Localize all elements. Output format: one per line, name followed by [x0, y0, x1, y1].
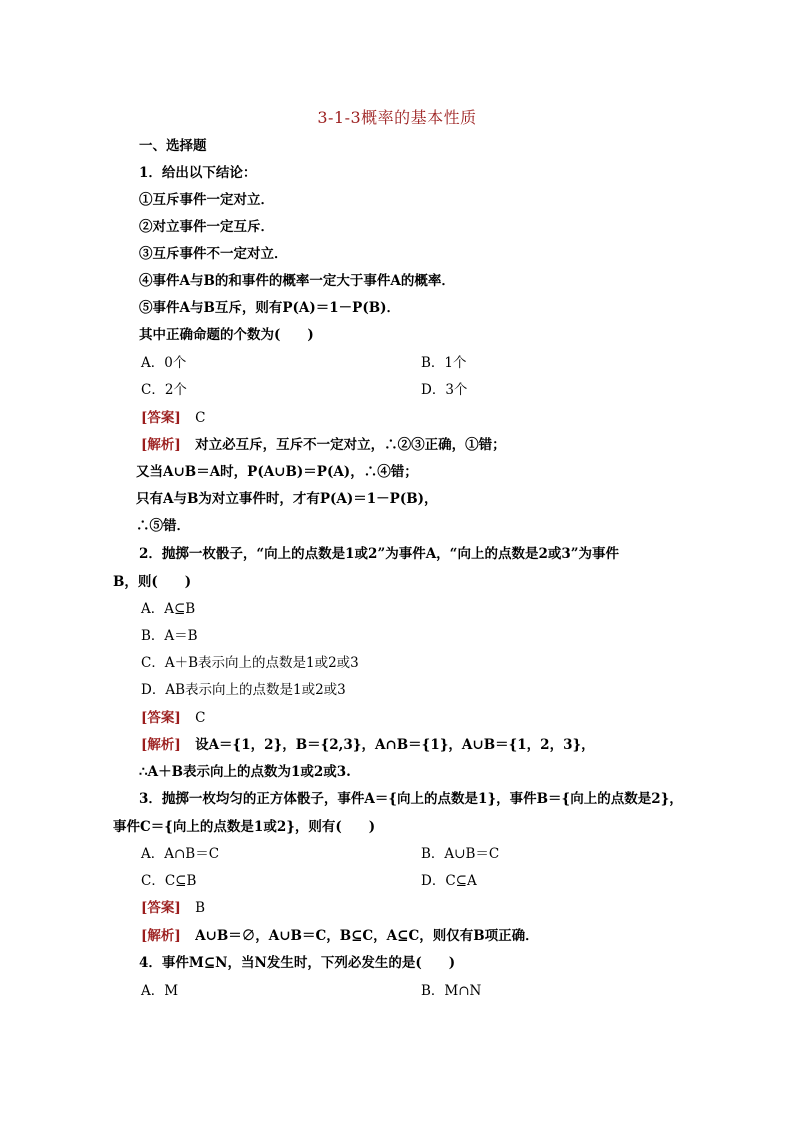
analysis-label: [解析] — [141, 737, 181, 753]
q3-stem-line-2: 事件C＝{向上的点数是1或2}，则有( ) — [113, 819, 376, 835]
q3-option-b: B．A∪B＝C — [421, 846, 500, 862]
analysis-label: [解析] — [141, 928, 181, 944]
q2-option-d: D．AB表示向上的点数是1或2或3 — [141, 682, 346, 698]
q2-analysis-line-1 — [141, 736, 595, 754]
answer-label: [答案] — [141, 710, 181, 726]
q1-question: 其中正确命题的个数为( ) — [139, 327, 314, 343]
q2-analysis-line-2: ∴A＋B表示向上的点数为1或2或3. — [139, 764, 351, 780]
q1-option-b: B．1个 — [421, 355, 467, 371]
q3-option-a: A．A∩B＝C — [141, 846, 220, 862]
q3-analysis-line-1 — [141, 927, 539, 945]
q4-stem: 4．事件M⊆N，当N发生时，下列必发生的是( ) — [139, 955, 456, 971]
answer-value: B — [195, 900, 205, 916]
analysis-label: [解析] — [141, 437, 181, 453]
q3-option-c: C．C⊆B — [141, 873, 197, 889]
answer-label: [答案] — [141, 410, 181, 426]
q1-analysis-line-3: 只有A与B为对立事件时，才有P(A)＝1－P(B)， — [136, 491, 438, 507]
q1-analysis-line-2: 又当A∪B＝A时，P(A∪B)＝P(A)，∴④错； — [136, 464, 418, 480]
analysis-text: 设A＝{1，2}，B＝{2,3}，A∩B＝{1}，A∪B＝{1，2，3}， — [195, 737, 595, 753]
q1-statement-2: ②对立事件一定互斥． — [139, 219, 274, 235]
q1-option-d: D．3个 — [421, 382, 468, 398]
q4-option-a: A．M — [141, 983, 179, 999]
q2-option-c: C．A＋B表示向上的点数是1或2或3 — [141, 655, 359, 671]
q3-answer-line — [141, 899, 205, 917]
analysis-text: 对立必互斥，互斥不一定对立，∴②③正确，①错； — [195, 437, 506, 453]
q1-statement-3: ③互斥事件不一定对立． — [139, 246, 288, 262]
q3-option-d: D．C⊆A — [421, 873, 477, 889]
q1-statement-1: ①互斥事件一定对立． — [139, 192, 274, 208]
section-heading: 一、选择题 — [139, 138, 207, 154]
q1-answer-line — [141, 409, 205, 427]
q2-option-b: B．A＝B — [141, 628, 198, 644]
q2-answer-line — [141, 709, 205, 727]
q3-stem-line-1: 3．抛掷一枚均匀的正方体骰子，事件A＝{向上的点数是1}，事件B＝{向上的点数是2}， — [139, 791, 683, 807]
analysis-text: A∪B＝∅，A∪B＝C，B⊆C，A⊆C，则仅有B项正确． — [195, 928, 539, 944]
q1-analysis-line-1 — [141, 436, 506, 454]
answer-value: C — [195, 710, 206, 726]
q2-stem-line-2: B，则( ) — [113, 574, 192, 590]
answer-label: [答案] — [141, 900, 181, 916]
q4-option-b: B．M∩N — [421, 983, 482, 999]
q1-statement-5: ⑤事件A与B互斥，则有P(A)＝1－P(B)． — [139, 300, 401, 316]
q2-stem-line-1: 2．抛掷一枚骰子，“向上的点数是1或2”为事件A，“向上的点数是2或3”为事件 — [139, 546, 620, 562]
q1-analysis-line-4: ∴⑤错． — [136, 518, 190, 534]
page-title: 3-1-3概率的基本性质 — [317, 108, 477, 127]
q1-statement-4: ④事件A与B的和事件的概率一定大于事件A的概率． — [139, 273, 455, 289]
q2-option-a: A．A⊆B — [141, 601, 196, 617]
answer-value: C — [195, 410, 206, 426]
q1-option-a: A．0个 — [141, 355, 187, 371]
q1-option-c: C．2个 — [141, 382, 187, 398]
q1-stem: 1．给出以下结论： — [139, 165, 257, 181]
